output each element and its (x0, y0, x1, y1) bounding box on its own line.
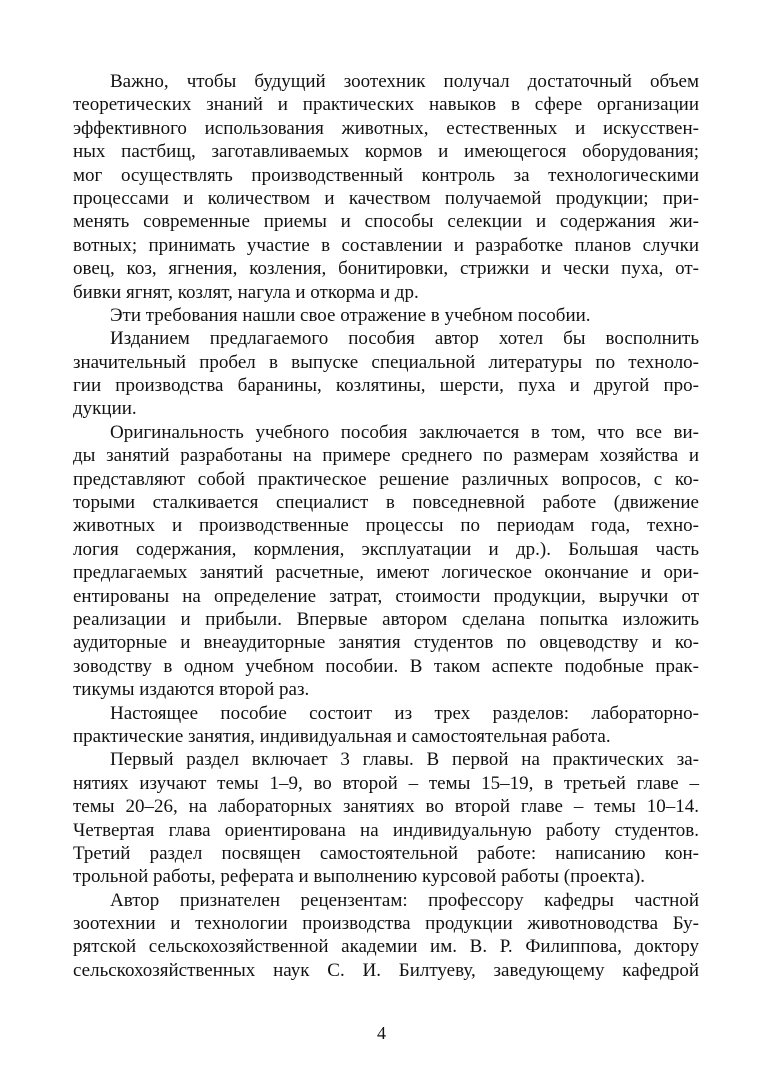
text-line: зоводству в одном учебном пособии. В таком аспекте подобные прак- (73, 655, 699, 677)
text-line: Изданием предлагаемого пособия автор хотел бы восполнить (110, 328, 699, 350)
text-line: ды занятий разработаны на примере среднего по размерам хозяйства и (73, 445, 699, 467)
text-line: овец, коз, ягнения, козления, бонитировки, стрижки и чески пуха, от- (73, 258, 699, 280)
text-line: процессами и количеством и качеством получаемой продукции; при- (73, 187, 699, 209)
text-line: Автор признателен рецензентам: профессору кафедры частной (110, 889, 699, 911)
paragraph (73, 421, 699, 702)
paragraph (73, 889, 699, 983)
text-line: Настоящее пособие состоит из трех разделов: лабораторно- (110, 702, 699, 724)
body-text (73, 70, 699, 982)
text-line: Четвертая глава ориентирована на индивидуальную работу студентов. (73, 819, 699, 841)
paragraph (73, 70, 699, 304)
text-line: Третий раздел посвящен самостоятельной работе: написанию кон- (73, 842, 699, 864)
text-line: дукции. (73, 398, 137, 420)
text-line: аудиторные и внеаудиторные занятия студентов по овцеводству и ко- (73, 632, 699, 654)
text-line: тикумы издаются второй раз. (73, 679, 310, 701)
text-line: значительный пробел в выпуске специальной литературы по техноло- (73, 351, 699, 373)
text-line: менять современные приемы и способы селекции и содержания жи- (73, 211, 699, 233)
text-line: Эти требования нашли свое отражение в учебном пособии. (110, 304, 591, 326)
text-line: Оригинальность учебного пособия заключается в том, что все ви- (110, 421, 699, 443)
text-line: гии производства баранины, козлятины, шерсти, пуха и другой про- (73, 375, 699, 397)
text-line: сельскохозяйственных наук С. И. Билтуеву, заведующему кафедрой (73, 959, 699, 981)
text-line: теоретических знаний и практических навыков в сфере организации (73, 94, 699, 116)
text-line: нятиях изучают темы 1–9, во второй – темы 15–19, в третьей главе – (73, 772, 699, 794)
text-line: ных пастбищ, заготавливаемых кормов и имеющегося оборудования; (73, 141, 699, 163)
page-number: 4 (377, 1023, 386, 1043)
text-line: Важно, чтобы будущий зоотехник получал достаточный объем (110, 71, 699, 92)
text-line: представляют собой практическое решение различных вопросов, с ко- (73, 468, 699, 490)
text-line: торыми сталкивается специалист в повседневной работе (движение (73, 492, 699, 514)
text-line: практические занятия, индивидуальная и самостоятельная работа. (73, 725, 611, 747)
text-line: Первый раздел включает 3 главы. В первой на практических за- (110, 749, 699, 771)
text-line: трольной работы, реферата и выполнению курсовой работы (проекта). (73, 866, 645, 888)
paragraph (73, 327, 699, 421)
text-line: эффективного использования животных, естественных и искусствен- (73, 117, 699, 139)
text-line: вотных; принимать участие в составлении и разработке планов случки (73, 234, 699, 256)
text-line: животных и производственные процессы по периодам года, техно- (73, 515, 699, 537)
text-line: реализации и прибыли. Впервые автором сделана попытка изложить (73, 608, 699, 630)
text-line: темы 20–26, на лабораторных занятиях во второй главе – темы 10–14. (73, 796, 699, 818)
text-line: ентированы на определение затрат, стоимости продукции, выручки от (73, 585, 699, 607)
text-line: зоотехнии и технологии производства продукции животноводства Бу- (73, 913, 699, 935)
paragraph (73, 702, 699, 749)
paragraph (73, 304, 699, 327)
text-line: бивки ягнят, козлят, нагула и откорма и др. (73, 281, 419, 303)
text-line: мог осуществлять производственный контроль за технологическими (73, 164, 699, 186)
text-line: предлагаемых занятий расчетные, имеют логическое окончание и ори- (73, 562, 699, 584)
text-line: логия содержания, кормления, эксплуатации и др.). Большая часть (73, 538, 699, 560)
text-line: рятской сельскохозяйственной академии им. В. Р. Филиппова, доктору (73, 936, 699, 958)
paragraph (73, 748, 699, 888)
